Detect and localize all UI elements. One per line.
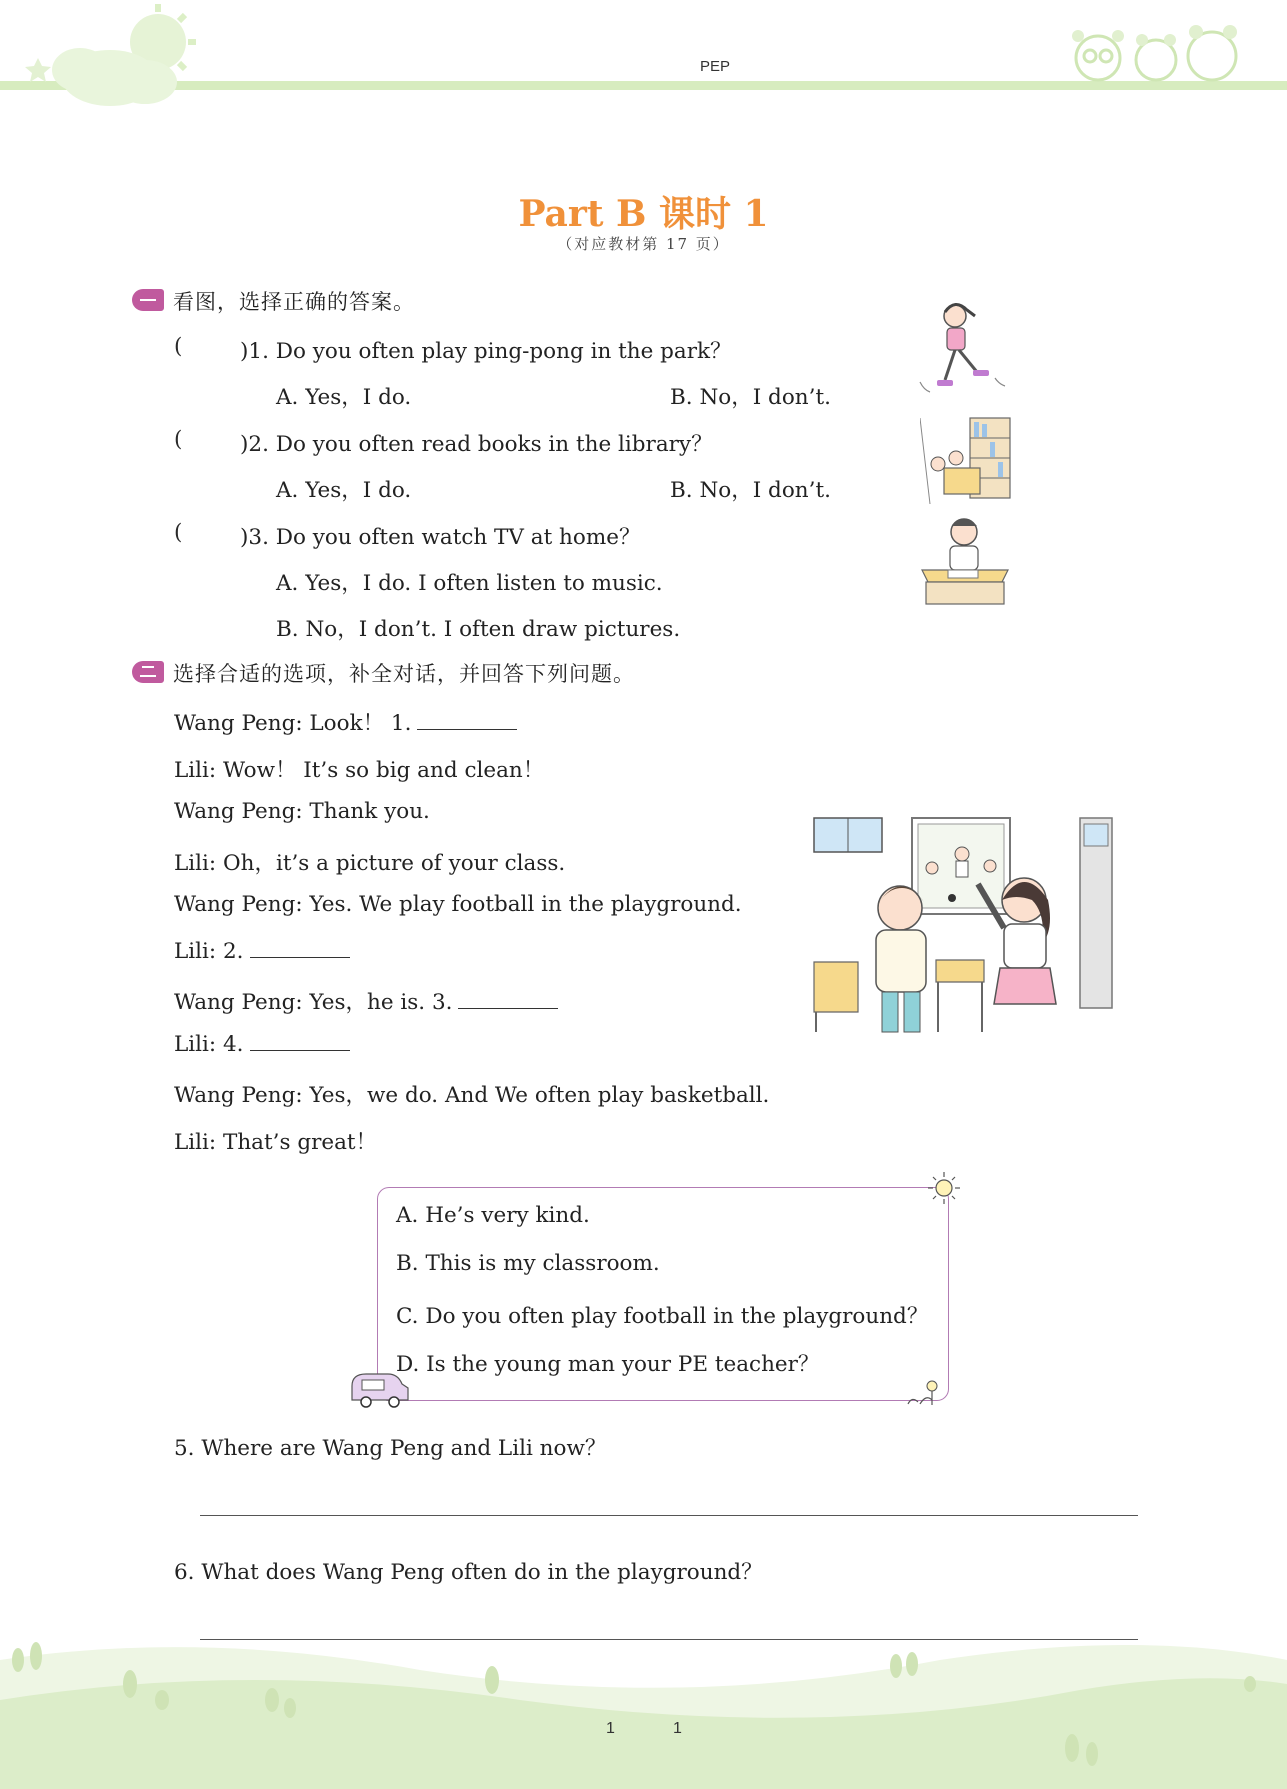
question-3-option-a: A. Yes，I do. I often listen to music. (276, 571, 663, 596)
dialogue-line: Wang Peng: Look！ 1. (174, 706, 517, 737)
girl-skating-illustration (915, 302, 1010, 402)
question-1-option-a: A. Yes，I do. (276, 385, 412, 410)
question-2-option-a: A. Yes，I do. (276, 478, 412, 503)
answer-blank-2[interactable] (250, 939, 350, 958)
animals-decoration (1060, 22, 1250, 84)
section-two-badge (132, 661, 164, 683)
page-number-left: 1 (606, 1720, 615, 1737)
question-6: 6. What does Wang Peng often do in the playground？ (174, 1560, 763, 1585)
option-a: A. He’s very kind. (396, 1203, 590, 1228)
question-3: )3. Do you often watch TV at home？ (240, 525, 641, 550)
boy-drawing-illustration (918, 510, 1013, 608)
question-3-option-b: B. No，I don’t. I often draw pictures. (276, 617, 681, 642)
dialogue-line: Lili: 4. (174, 1032, 350, 1057)
header-label: PEP (700, 58, 731, 75)
section-two-heading: 选择合适的选项，补全对话，并回答下列问题。 (173, 662, 635, 686)
answer-paren: ( (174, 520, 183, 545)
answer-line-5[interactable] (200, 1515, 1138, 1516)
footer-hills (0, 1620, 1287, 1789)
answer-blank-4[interactable] (250, 1032, 350, 1051)
answer-paren: ( (174, 427, 183, 452)
section-one-heading: 看图，选择正确的答案。 (173, 290, 415, 314)
option-b: B. This is my classroom. (396, 1251, 660, 1276)
dialogue-line: Wang Peng: Thank you. (174, 799, 430, 824)
answer-blank-3[interactable] (458, 990, 558, 1009)
sun-icon (926, 1170, 962, 1206)
page-number-right: 1 (673, 1720, 682, 1737)
flower-icon (900, 1376, 946, 1406)
answer-blank-1[interactable] (417, 711, 517, 730)
sun-cloud-decoration (20, 0, 210, 115)
classroom-illustration (812, 816, 1114, 1036)
page-subtitle: （对应教材第 17 页） (557, 235, 730, 253)
page-title: Part B 课时 1 (518, 193, 769, 235)
section-one-badge (132, 289, 164, 311)
option-c: C. Do you often play football in the playground？ (396, 1304, 929, 1329)
dialogue-line: Wang Peng: Yes，he is. 3. (174, 985, 558, 1016)
option-d: D. Is the young man your PE teacher？ (396, 1352, 820, 1377)
question-5: 5. Where are Wang Peng and Lili now？ (174, 1436, 607, 1461)
dialogue-line: Lili: That’s great！ (174, 1130, 378, 1155)
answer-paren: ( (174, 334, 183, 359)
dialogue-line: Lili: Oh，it’s a picture of your class. (174, 851, 566, 876)
dialogue-line: Wang Peng: Yes，we do. And We often play basketball. (174, 1083, 770, 1108)
question-1-option-b: B. No，I don’t. (670, 385, 831, 410)
dialogue-line: Wang Peng: Yes. We play football in the playground. (174, 892, 742, 917)
dialogue-line: Lili: Wow！ It’s so big and clean！ (174, 758, 545, 783)
library-illustration (920, 414, 1012, 506)
question-2: )2. Do you often read books in the library？ (240, 432, 713, 457)
question-1: )1. Do you often play ping-pong in the park？ (240, 339, 732, 364)
dialogue-line: Lili: 2. (174, 939, 350, 964)
question-2-option-b: B. No，I don’t. (670, 478, 831, 503)
